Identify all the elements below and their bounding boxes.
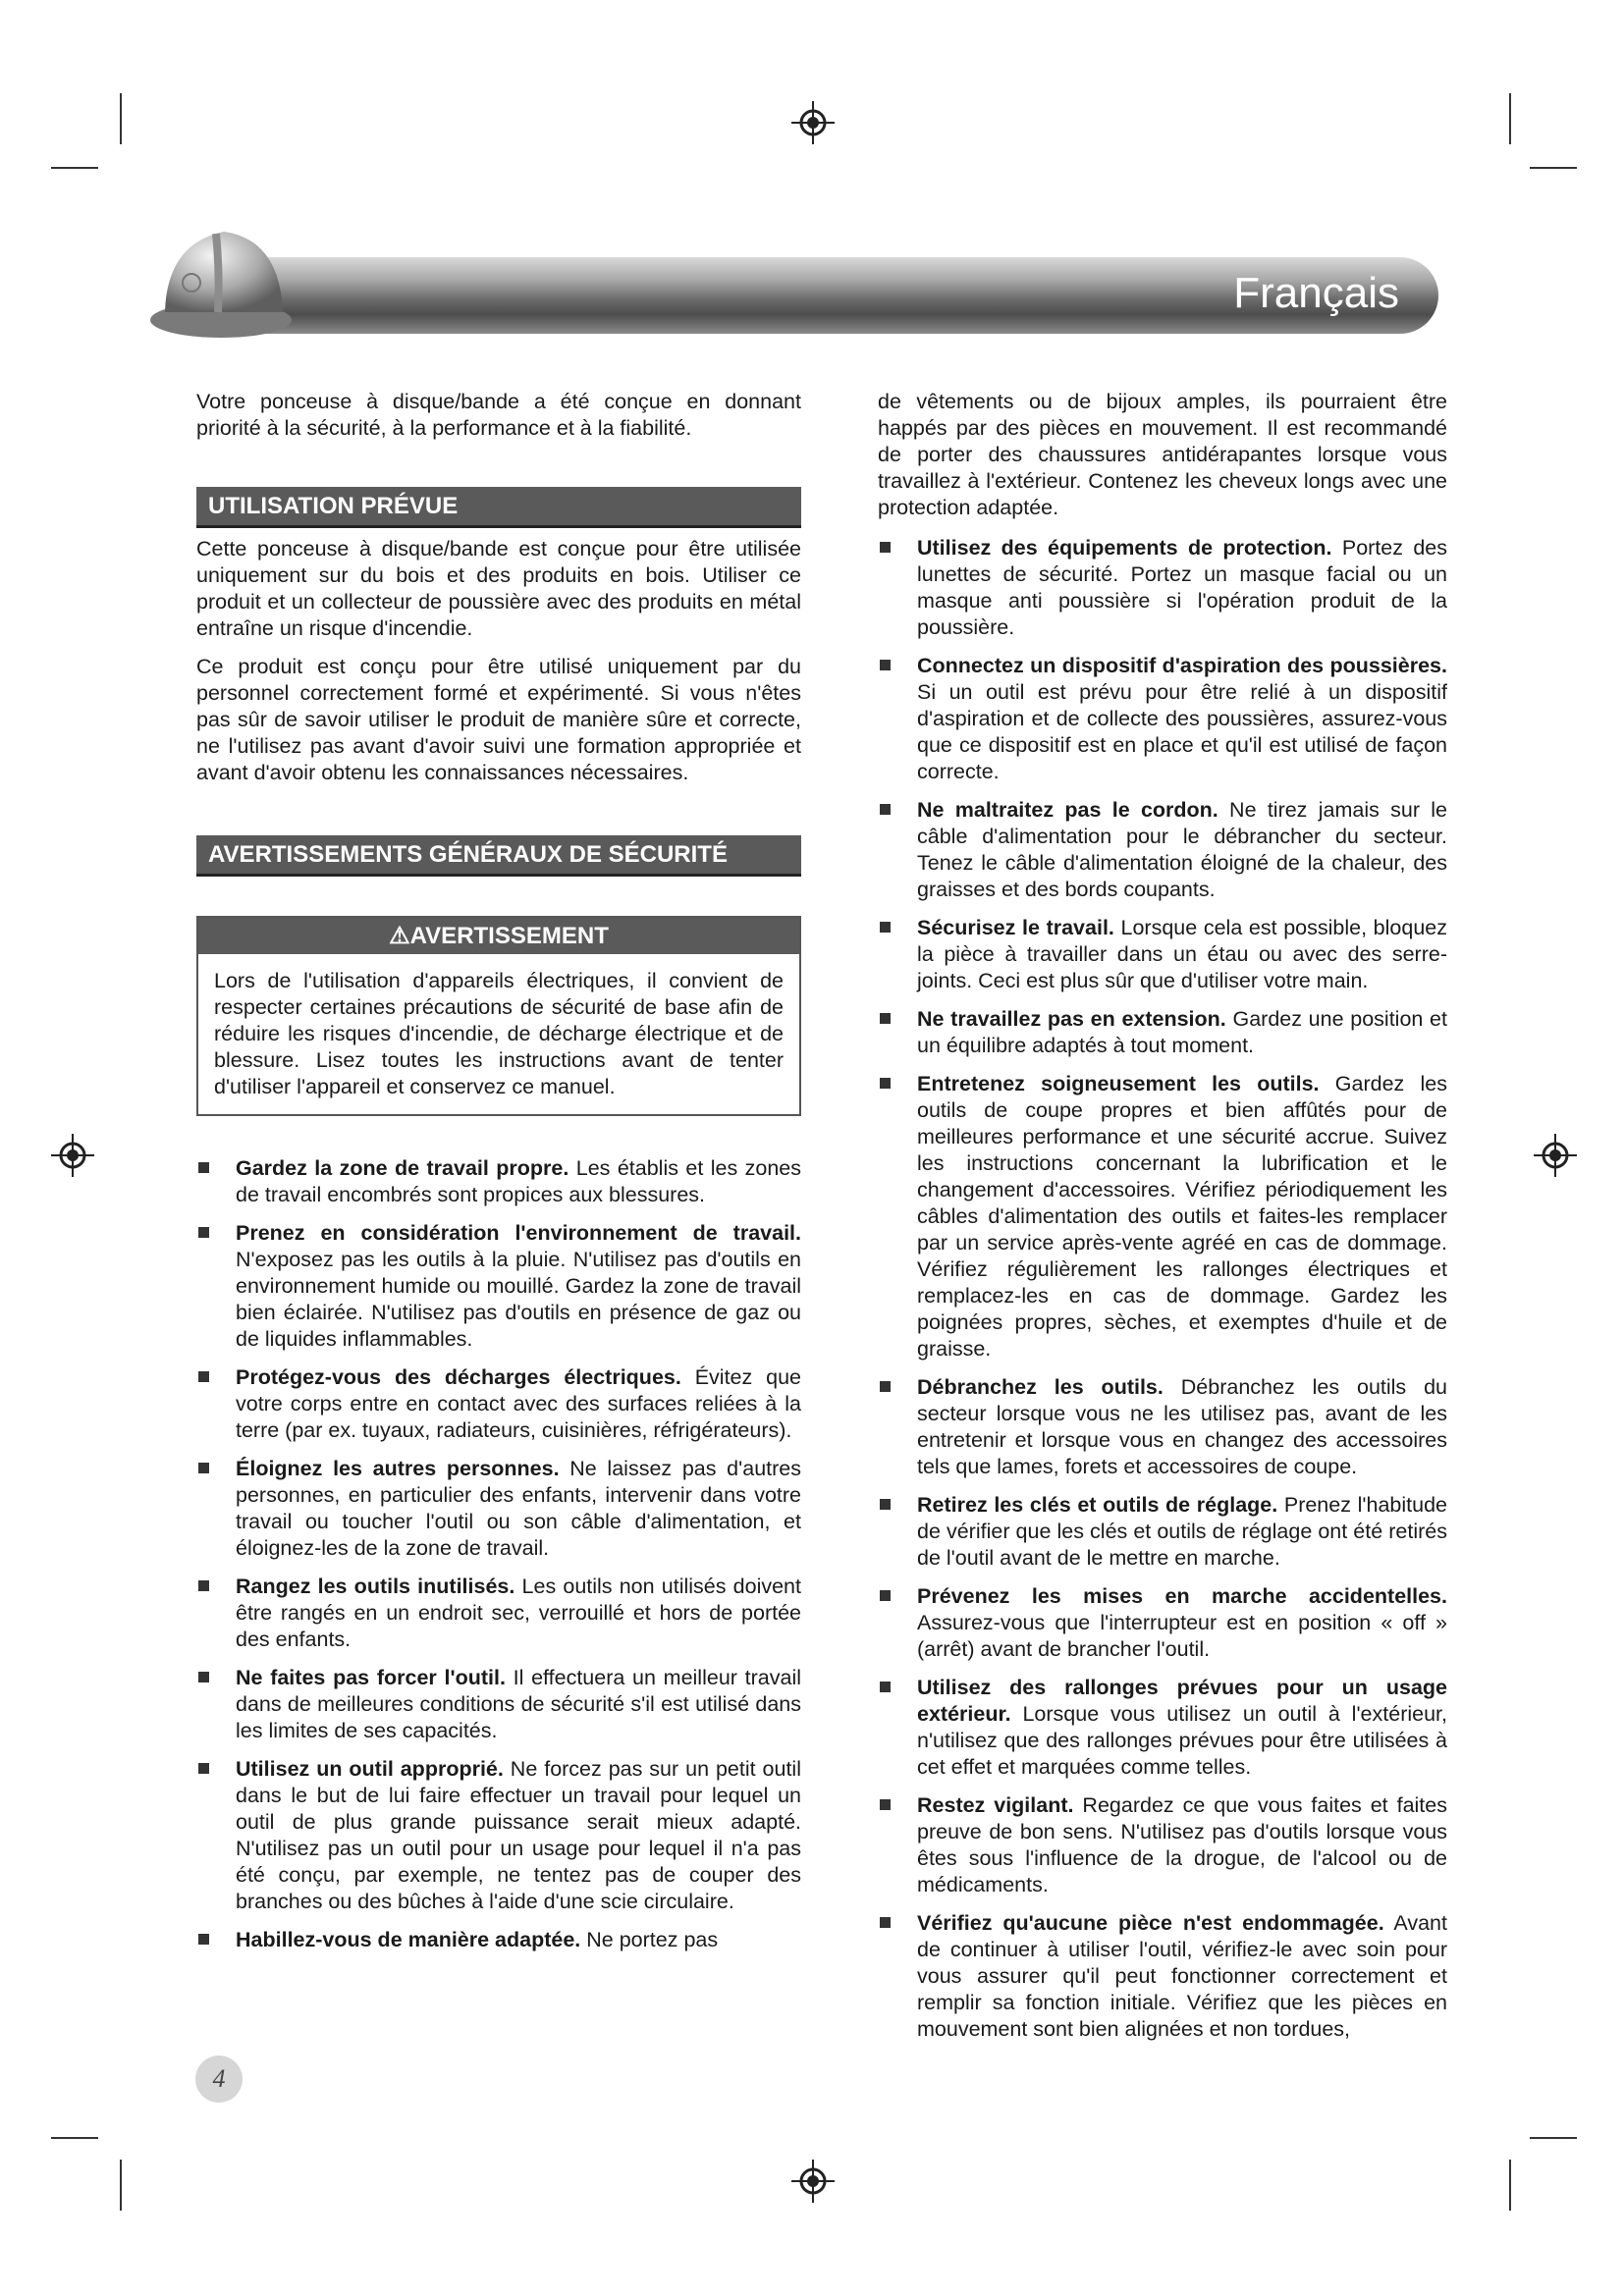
- list-item: [196, 1756, 801, 1915]
- registration-mark-icon: [791, 101, 835, 144]
- bullet-icon: [880, 1013, 891, 1024]
- list-item: [196, 1364, 801, 1444]
- bullet-icon: [880, 1499, 891, 1510]
- item-title: Gardez la zone de travail propre.: [236, 1156, 569, 1180]
- item-title: Rangez les outils inutilisés.: [236, 1575, 515, 1598]
- bullet-icon: [880, 660, 891, 670]
- warning-box: [196, 916, 801, 1116]
- item-title: Utilisez des équipements de protection.: [917, 536, 1332, 560]
- item-text: Les outils non utilisés doivent être rangés en un endroit sec, verrouillé et hors de portée des enfants.: [236, 1575, 801, 1651]
- page-number: 4: [195, 2056, 243, 2103]
- list-item: [878, 915, 1447, 994]
- warning-triangle-icon: ⚠: [389, 923, 410, 949]
- intended-use-paragraph: Cette ponceuse à disque/bande est conçue pour être utilisée uniquement sur du bois et des produits en bois. Utiliser ce produit et un collecteur de poussière avec des produits en métal entraîne un risque d'incendie.: [196, 537, 801, 640]
- item-text: N'exposez pas les outils à la pluie. N'utilisez pas d'outils en environnement humide ou mouillé. Gardez la zone de travail bien éclairée. N'utilisez pas d'outils en présence de gaz ou de liquides inflammables.: [236, 1248, 801, 1351]
- bullet-icon: [198, 1580, 209, 1591]
- item-text: Ne tirez jamais sur le câble d'alimentation pour le débrancher du secteur. Tenez le câble d'alimentation éloigné de la chaleur, des graisses et des bords coupants.: [917, 798, 1447, 901]
- left-safety-list: [196, 1155, 801, 1953]
- item-text: Lorsque cela est possible, bloquez la pièce à travailler dans un étau ou avec des serre-joints. Ceci est plus sûr que d'utiliser votre main.: [917, 916, 1447, 992]
- list-item: [196, 1665, 801, 1744]
- item-title: Sécurisez le travail.: [917, 916, 1114, 939]
- list-item: [196, 1574, 801, 1653]
- item-title: Ne faites pas forcer l'outil.: [236, 1666, 506, 1689]
- bullet-icon: [880, 542, 891, 553]
- list-item: [878, 653, 1447, 785]
- bullet-icon: [880, 804, 891, 815]
- item-title: Entretenez soigneusement les outils.: [917, 1072, 1320, 1095]
- left-column: [196, 389, 801, 1965]
- list-item: [878, 1374, 1447, 1480]
- list-item: [878, 1792, 1447, 1898]
- list-item: [878, 535, 1447, 641]
- item-title: Ne maltraitez pas le cordon.: [917, 798, 1218, 822]
- bullet-icon: [880, 1917, 891, 1928]
- item-text: Débranchez les outils du secteur lorsque vous ne les utilisez pas, avant de les entretenir et lorsque vous en changez des accessoires tels que lames, forets et accessoires de coupe.: [917, 1375, 1447, 1478]
- item-text: Ne portez pas: [580, 1928, 719, 1951]
- item-title: Protégez-vous des décharges électriques.: [236, 1365, 681, 1389]
- list-item: [196, 1456, 801, 1562]
- item-text: Assurez-vous que l'interrupteur est en position « off » (arrêt) avant de brancher l'outil.: [917, 1611, 1447, 1661]
- intro-text: Votre ponceuse à disque/bande a été conçue en donnant priorité à la sécurité, à la performance et à la fiabilité.: [196, 390, 801, 440]
- crop-mark: [120, 2160, 122, 2211]
- item-text: Prenez l'habitude de vérifier que les clés et outils de réglage ont été retirés de l'outil avant de le mettre en marche.: [917, 1493, 1447, 1570]
- continued-paragraph: de vêtements ou de bijoux amples, ils pourraient être happés par des pièces en mouvement. Il est recommandé de porter des chaussures antidérapantes lorsque vous travaillez à l'extérieur. Contenez les cheveux longs avec une protection adaptée.: [878, 390, 1447, 519]
- item-title: Restez vigilant.: [917, 1793, 1074, 1817]
- crop-mark: [1509, 2160, 1511, 2211]
- bullet-icon: [198, 1763, 209, 1774]
- item-title: Utilisez des rallonges prévues pour un usage extérieur.: [917, 1676, 1447, 1726]
- crop-mark: [1530, 167, 1577, 169]
- warning-title: AVERTISSEMENT: [409, 923, 609, 949]
- item-text: Gardez les outils de coupe propres et bien affûtés pour de meilleures performance et une sécurité accrue. Suivez les instructions concernant la lubrification et le changement d'accessoires. Vérifiez périodiquement les câbles d'alimentation des outils et faites-les remplacer par un service après-vente agréé en cas de dommage. Vérifiez régulièrement les rallonges électriques et remplacez-les en cas de dommage. Gardez les poignées propres, sèches, et exemptes d'huile et de graisse.: [917, 1072, 1447, 1361]
- bullet-icon: [198, 1227, 209, 1238]
- crop-mark: [120, 93, 122, 144]
- bullet-icon: [198, 1934, 209, 1945]
- item-text: Gardez une position et un équilibre adaptés à tout moment.: [917, 1007, 1447, 1057]
- bullet-icon: [198, 1463, 209, 1473]
- crop-mark: [51, 2137, 98, 2139]
- list-item: [878, 1910, 1447, 2043]
- item-text: Évitez que votre corps entre en contact avec des surfaces reliées à la terre (par ex. tuyaux, radiateurs, cuisinières, réfrigérateurs).: [236, 1365, 801, 1442]
- item-title: Ne travaillez pas en extension.: [917, 1007, 1226, 1031]
- list-item: [196, 1220, 801, 1353]
- language-header-bar: [191, 257, 1438, 334]
- warning-header: [198, 918, 799, 954]
- registration-mark-icon: [1534, 1134, 1577, 1177]
- list-item: [878, 797, 1447, 903]
- item-text: Lorsque vous utilisez un outil à l'extérieur, n'utilisez que des rallonges prévues pour être utilisées à cet effet et marquées comme telles.: [917, 1702, 1447, 1779]
- item-text: Portez des lunettes de sécurité. Portez un masque facial ou un masque anti poussière si l'opération produit de la poussière.: [917, 536, 1447, 639]
- registration-mark-icon: [791, 2160, 835, 2203]
- warning-text: Lors de l'utilisation d'appareils électriques, il convient de respecter certaines précautions de sécurité de base afin de réduire les risques d'incendie, de décharge électrique et de blessure. Lisez toutes les instructions avant de tenter d'utiliser l'appareil et conservez ce manuel.: [214, 969, 784, 1098]
- item-text: Ne laissez pas d'autres personnes, en particulier des enfants, intervenir dans votre travail ou toucher l'outil ou son câble d'alimentation, et éloignez-les de la zone de travail.: [236, 1457, 802, 1560]
- item-text: Regardez ce que vous faites et faites preuve de bon sens. N'utilisez pas d'outils lorsque vous êtes sous l'influence de la drogue, de l'alcool ou de médicaments.: [917, 1793, 1447, 1896]
- list-item: [878, 1071, 1447, 1362]
- intended-use-paragraph: Ce produit est conçu pour être utilisé uniquement par du personnel correctement formé et expérimenté. Si vous n'êtes pas sûr de savoir utiliser le produit de manière sûre et correcte, ne l'utilisez pas avant d'avoir suivi une formation appropriée et avant d'avoir obtenu les connaissances nécessaires.: [196, 655, 801, 784]
- item-text: Avant de continuer à utiliser l'outil, vérifiez-le avec soin pour vous assurer qu'il peut fonctionner correctement et remplir sa fonction initiale. Vérifiez que les pièces en mouvement sont bien alignées et non tordues,: [917, 1911, 1447, 2041]
- item-title: Connectez un dispositif d'aspiration des poussières.: [917, 654, 1447, 677]
- item-text: Il effectuera un meilleur travail dans de meilleures conditions de sécurité s'il est utilisé dans les limites de ses capacités.: [236, 1666, 801, 1742]
- bullet-icon: [880, 922, 891, 933]
- list-item: [196, 1927, 801, 1953]
- item-title: Retirez les clés et outils de réglage.: [917, 1493, 1278, 1517]
- item-title: Habillez-vous de manière adaptée.: [236, 1928, 581, 1951]
- item-title: Éloignez les autres personnes.: [236, 1457, 560, 1480]
- list-item: [878, 1006, 1447, 1059]
- bullet-icon: [198, 1371, 209, 1382]
- bullet-icon: [880, 1682, 891, 1692]
- list-item: [878, 1583, 1447, 1663]
- bullet-icon: [198, 1162, 209, 1173]
- right-column: [878, 389, 1447, 2055]
- bullet-icon: [198, 1672, 209, 1682]
- crop-mark: [51, 167, 98, 169]
- item-text: Si un outil est prévu pour être relié à un dispositif d'aspiration et de collecte des poussières, assurez-vous que ce dispositif est en place et qu'il est utilisé de façon correcte.: [917, 680, 1447, 783]
- section-title-intended-use: UTILISATION PRÉVUE: [196, 487, 801, 528]
- right-safety-list: [878, 535, 1447, 2043]
- bullet-icon: [880, 1799, 891, 1810]
- hard-hat-icon: [147, 214, 295, 342]
- item-text: Ne forcez pas sur un petit outil dans le but de lui faire effectuer un travail pour lequel un outil de plus grande puissance serait mieux adapté. N'utilisez pas un outil pour un usage pour lequel il n'a pas été conçu, par exemple, ne tentez pas de couper des branches ou des bûches à l'aide d'une scie circulaire.: [236, 1757, 801, 1913]
- crop-mark: [1530, 2137, 1577, 2139]
- section-title-general-warnings: AVERTISSEMENTS GÉNÉRAUX DE SÉCURITÉ: [196, 835, 801, 877]
- bullet-icon: [880, 1078, 891, 1089]
- list-item: [196, 1155, 801, 1208]
- item-title: Prenez en considération l'environnement de travail.: [236, 1221, 801, 1245]
- item-title: Utilisez un outil approprié.: [236, 1757, 504, 1781]
- crop-mark: [1509, 93, 1511, 144]
- item-title: Vérifiez qu'aucune pièce n'est endommagée.: [917, 1911, 1384, 1935]
- item-title: Débranchez les outils.: [917, 1375, 1164, 1399]
- registration-mark-icon: [51, 1134, 94, 1177]
- bullet-icon: [880, 1381, 891, 1392]
- list-item: [878, 1492, 1447, 1572]
- item-text: Les établis et les zones de travail encombrés sont propices aux blessures.: [236, 1156, 801, 1206]
- item-title: Prévenez les mises en marche accidentelles.: [917, 1584, 1447, 1608]
- list-item: [878, 1675, 1447, 1781]
- language-title: Français: [1233, 269, 1399, 317]
- bullet-icon: [880, 1590, 891, 1601]
